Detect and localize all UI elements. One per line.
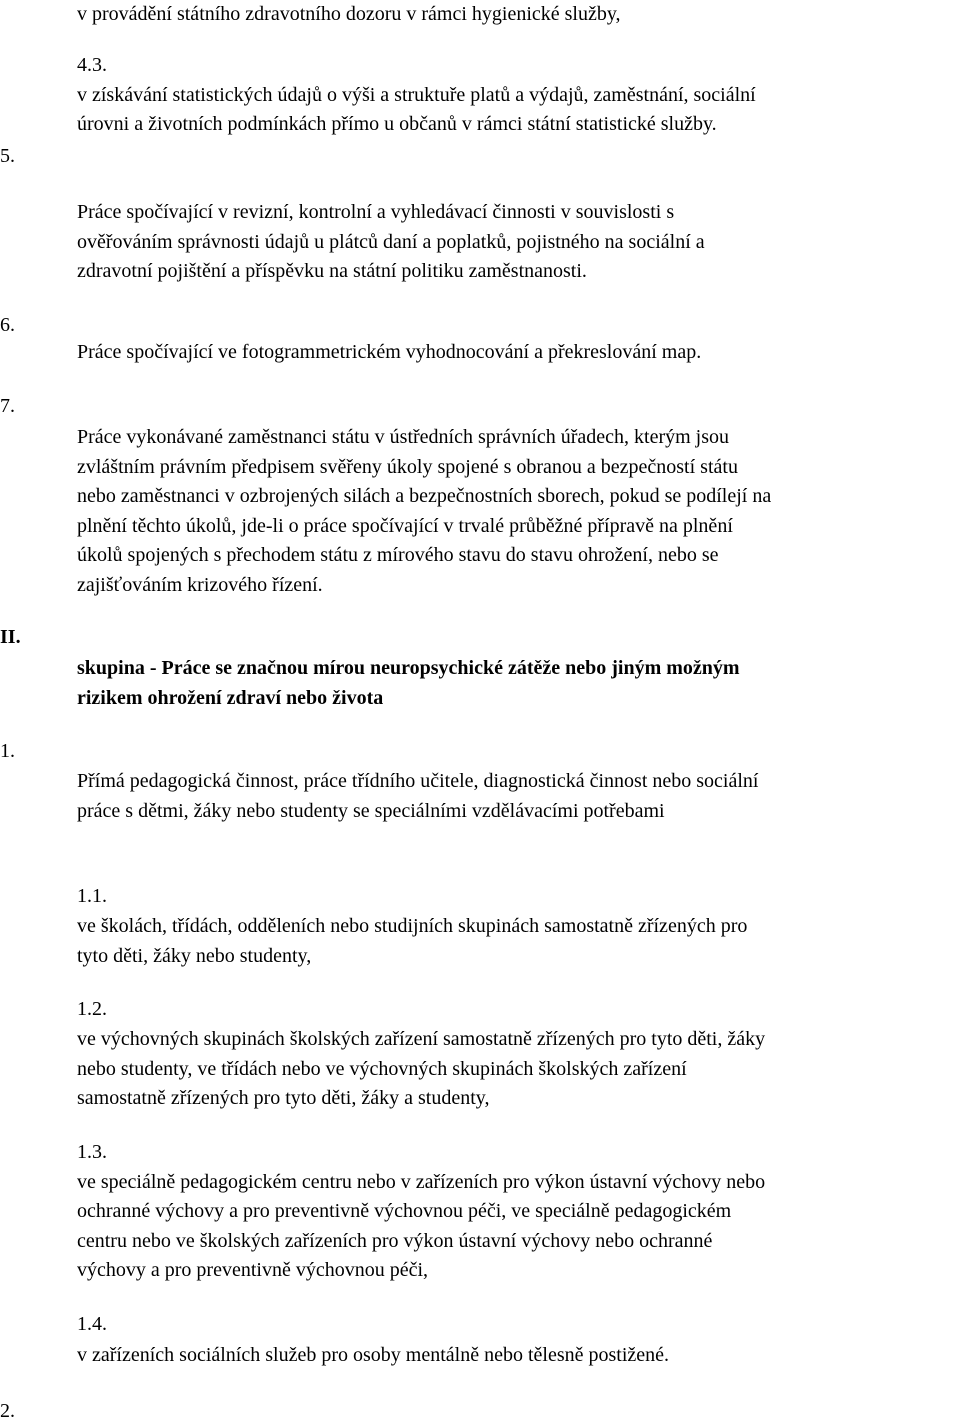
text-line: zvláštním právním předpisem svěřeny úkoly spojené s obranou a bezpečností státu bbox=[77, 456, 738, 478]
text-line: tyto děti, žáky nebo studenty, bbox=[77, 945, 312, 967]
text-line: nebo zaměstnanci v ozbrojených silách a bezpečnostních sborech, pokud se podílejí na bbox=[77, 485, 772, 507]
item-number: 6. bbox=[0, 314, 15, 336]
text-line: ochranné výchovy a pro preventivně výchovnou péči, ve speciálně pedagogickém bbox=[77, 1200, 732, 1222]
item-number: 2. bbox=[0, 1400, 15, 1422]
item-number: 1. bbox=[0, 740, 15, 762]
text-line: zajišťováním krizového řízení. bbox=[77, 574, 323, 596]
text-line: Přímá pedagogická činnost, práce třídního učitele, diagnostická činnost nebo sociální bbox=[77, 770, 759, 792]
text-line: v provádění státního zdravotního dozoru v rámci hygienické služby, bbox=[77, 3, 621, 25]
text-line: v získávání statistických údajů o výši a struktuře platů a výdajů, zaměstnání, sociální bbox=[77, 84, 756, 106]
text-line: ověřováním správnosti údajů u plátců daní a poplatků, pojistného na sociální a bbox=[77, 231, 705, 253]
text-line: centru nebo ve školských zařízeních pro výkon ústavní výchovy nebo ochranné bbox=[77, 1230, 713, 1252]
item-number: 1.1. bbox=[77, 885, 107, 907]
item-number: 7. bbox=[0, 395, 15, 417]
item-number: 1.2. bbox=[77, 998, 107, 1020]
group-heading: rizikem ohrožení zdraví nebo života bbox=[77, 687, 384, 709]
text-line: ve školách, třídách, odděleních nebo studijních skupinách samostatně zřízených pro bbox=[77, 915, 748, 937]
text-line: práce s dětmi, žáky nebo studenty se speciálními vzdělávacími potřebami bbox=[77, 800, 665, 822]
text-line: výchovy a pro preventivně výchovnou péči, bbox=[77, 1259, 429, 1281]
item-number: 1.3. bbox=[77, 1141, 107, 1163]
text-line: úkolů spojených s přechodem státu z mírového stavu do stavu ohrožení, nebo se bbox=[77, 544, 719, 566]
text-line: Práce spočívající v revizní, kontrolní a vyhledávací činnosti v souvislosti s bbox=[77, 201, 675, 223]
text-line: nebo studenty, ve třídách nebo ve výchovných skupinách školských zařízení bbox=[77, 1058, 687, 1080]
text-line: ve speciálně pedagogickém centru nebo v zařízeních pro výkon ústavní výchovy nebo bbox=[77, 1171, 766, 1193]
item-number: 4.3. bbox=[77, 54, 107, 76]
text-line: Práce vykonávané zaměstnanci státu v ústředních správních úřadech, kterým jsou bbox=[77, 426, 730, 448]
text-line: Práce spočívající ve fotogrammetrickém vyhodnocování a překreslování map. bbox=[77, 341, 702, 363]
group-number: II. bbox=[0, 626, 21, 648]
text-line: v zařízeních sociálních služeb pro osoby mentálně nebo tělesně postižené. bbox=[77, 1344, 670, 1366]
text-line: zdravotní pojištění a příspěvku na státní politiku zaměstnanosti. bbox=[77, 260, 587, 282]
text-line: plnění těchto úkolů, jde-li o práce spočívající v trvalé průběžné přípravě na plnění bbox=[77, 515, 733, 537]
text-line: samostatně zřízených pro tyto děti, žáky a studenty, bbox=[77, 1087, 490, 1109]
item-number: 5. bbox=[0, 145, 15, 167]
group-heading: skupina - Práce se značnou mírou neuropsychické zátěže nebo jiným možným bbox=[77, 657, 740, 679]
text-line: ve výchovných skupinách školských zařízení samostatně zřízených pro tyto děti, žáky bbox=[77, 1028, 766, 1050]
item-number: 1.4. bbox=[77, 1313, 107, 1335]
text-line: úrovni a životních podmínkách přímo u občanů v rámci státní statistické služby. bbox=[77, 113, 717, 135]
